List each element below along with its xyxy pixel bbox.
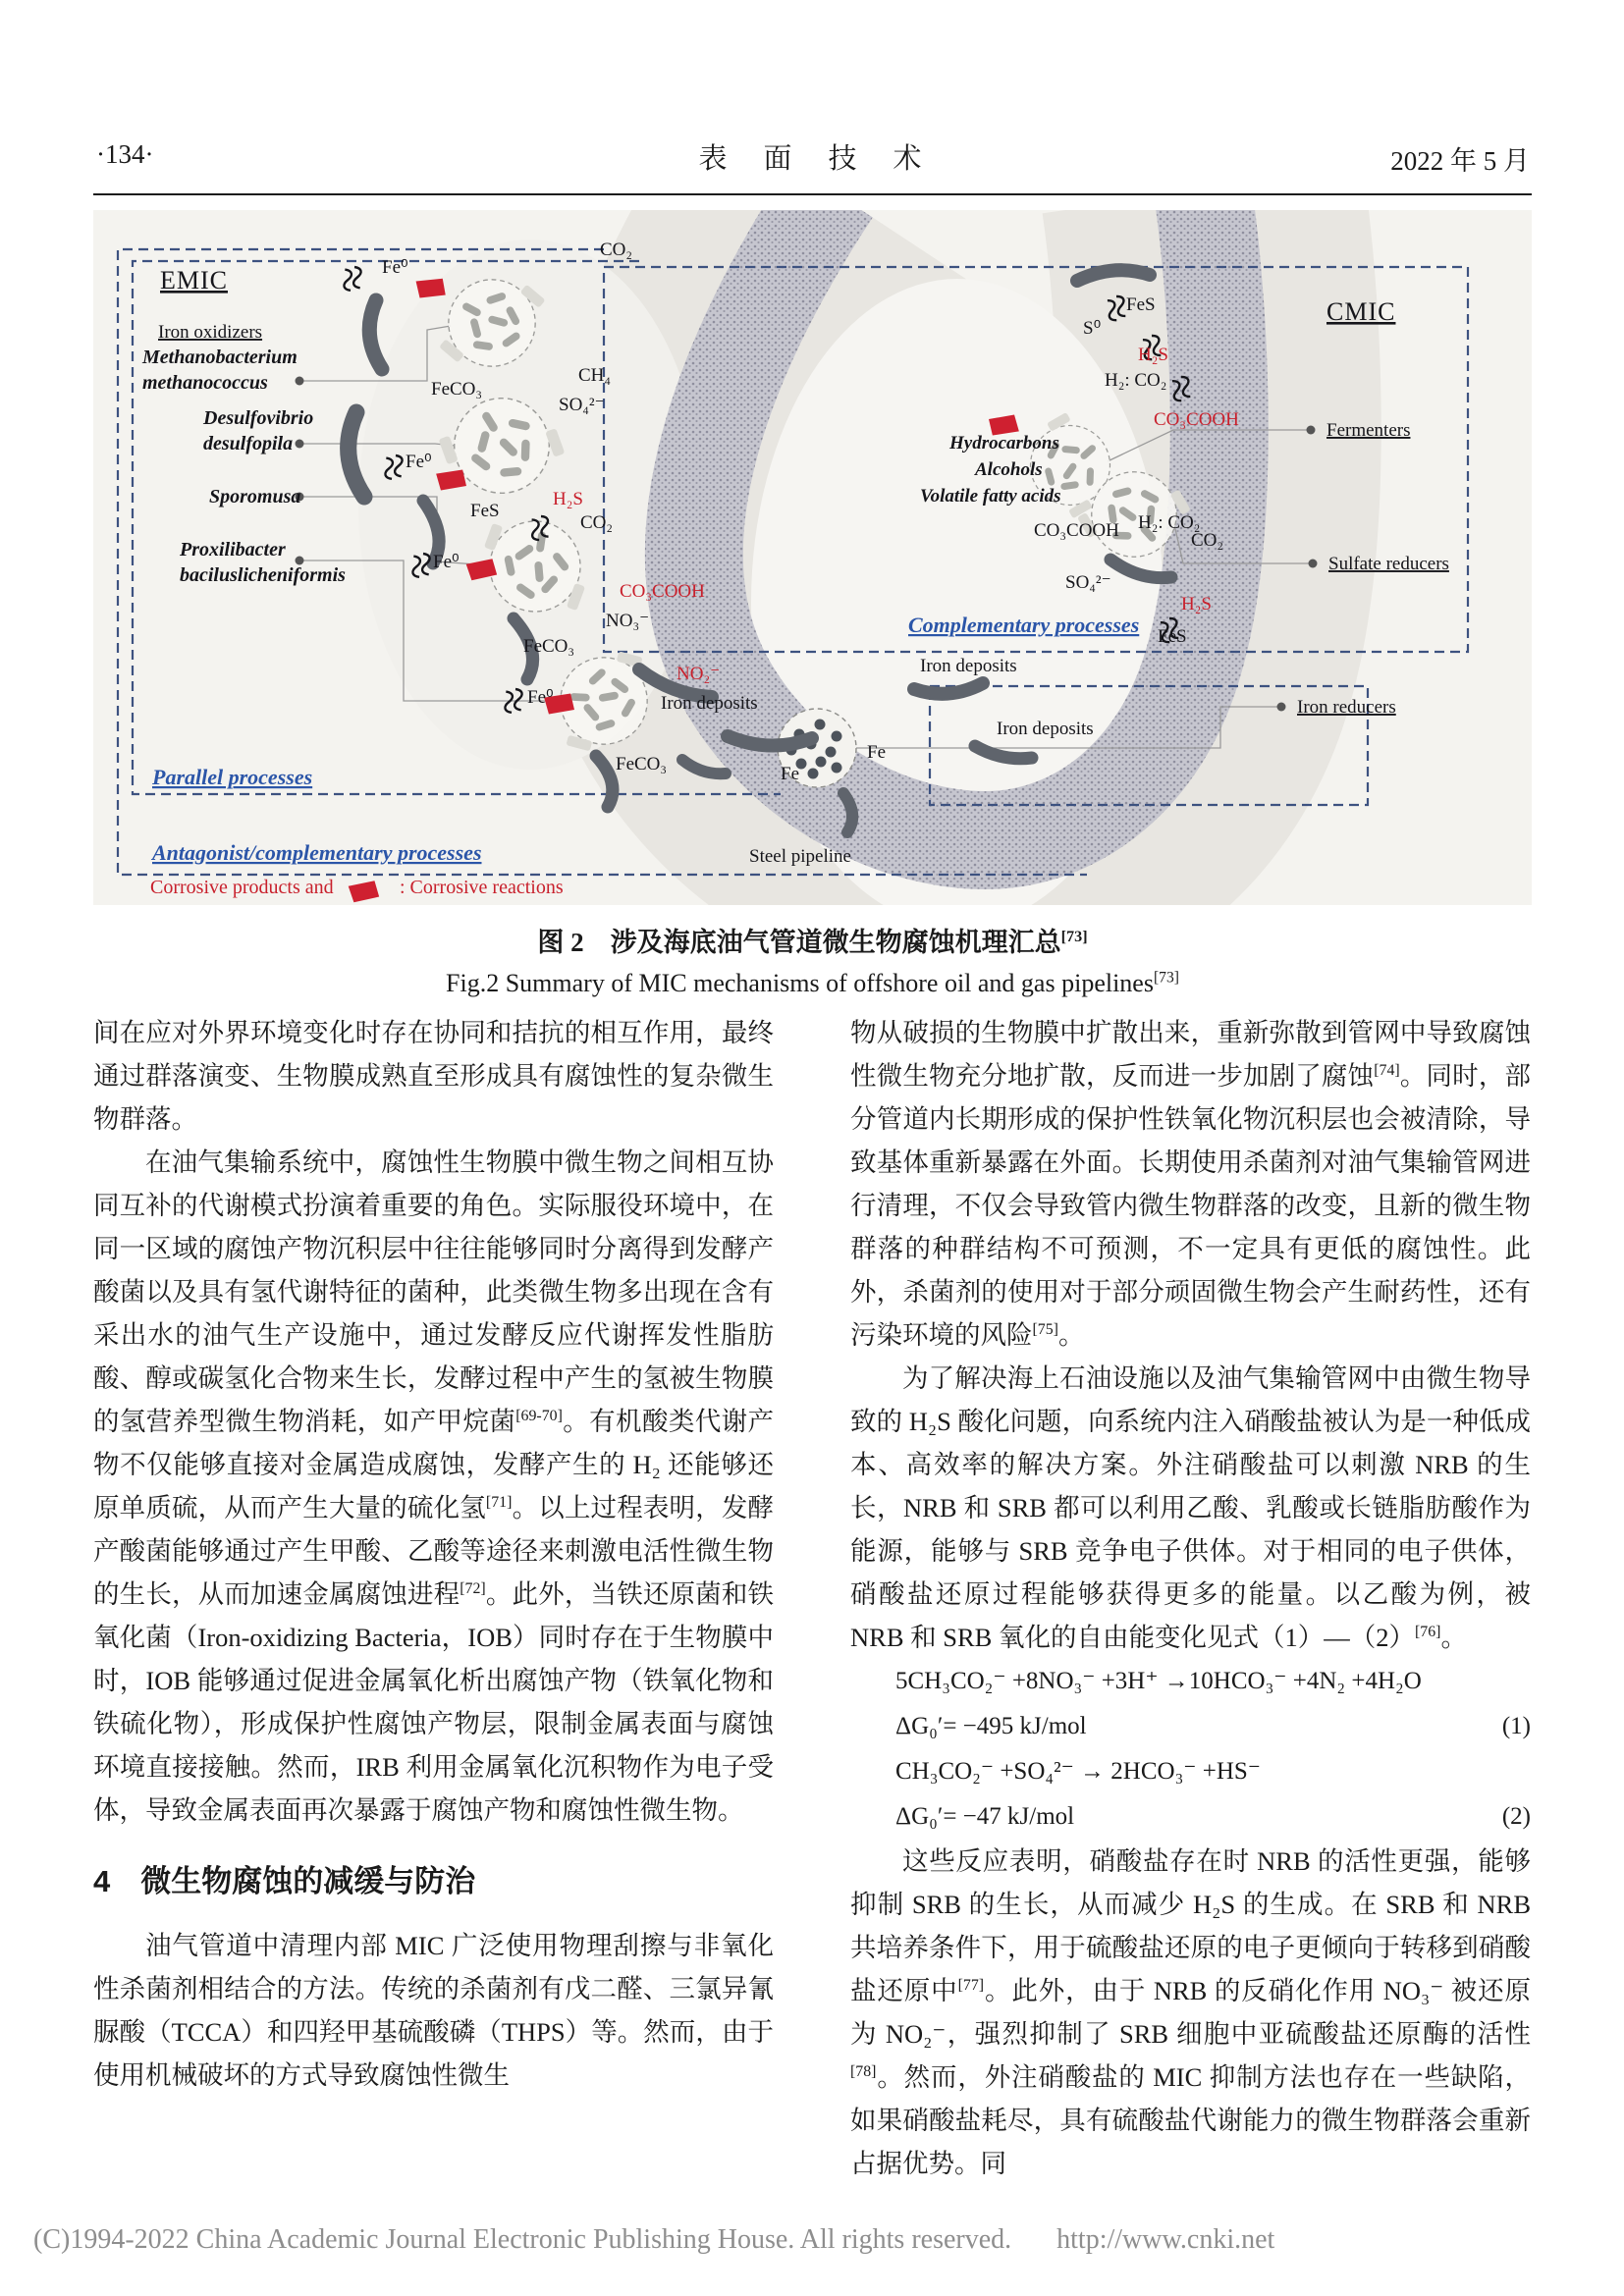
- steel-pipeline-label: Steel pipeline: [749, 846, 851, 867]
- page-number: ·134·: [96, 139, 154, 169]
- iron-oxidizers-label: Iron oxidizers: [158, 322, 263, 343]
- chem-fe0: Fe⁰: [433, 552, 460, 572]
- fermenters-label: Fermenters: [1326, 420, 1411, 441]
- equation-1: 5CH₃CO₂⁻ +8NO₃⁻ +3H⁺ →10HCO₃⁻ +4N₂ +4H₂O: [895, 1668, 1422, 1694]
- paragraph: 在油气集输系统中，腐蚀性生物膜中微生物之间相互协同互补的代谢模式扮演着重要的角色。实际服役环境中，在同一区域的腐蚀产物沉积层中往往能够同时分离得到发酵产酸菌以及具有氢代谢特征的菌种，此类微生物多出现在含有采出水的油气生产设施中，通过发酵反应代谢挥发性脂肪酸、醇或碳氢化合物来生长，发酵过程中产生的氢被生物膜的氢营养型微生物消耗，如产甲烷菌[69-70]。有机酸类代谢产物不仅能够直接对金属造成腐蚀，发酵产生的 H₂ 还能够还原单质硫，从而产生大量的硫化氢[71]。以上过程表明，发酵产酸菌能够通过产生甲酸、乙酸等途径来刺激电活性微生物的生长，从而加速金属腐蚀进程[72]。此外，当铁还原菌和铁氧化菌（Iron-oxidizing Bacteria，IOB）同时存在于生物膜中时，IOB 能够通过促进金属氧化析出腐蚀产物（铁氧化物和铁硫化物），形成保护性腐蚀产物层，限制金属表面与腐蚀环境直接接触。然而，IRB 利用金属氧化沉积物作为电子受体，导致金属表面再次暴露于腐蚀产物和腐蚀性微生物。: [93, 1148, 775, 1825]
- iron-reducers-label: Iron reducers: [1297, 697, 1396, 718]
- chem-so4: SO₄²⁻: [1065, 572, 1111, 593]
- chem-no3: NO₃⁻: [606, 611, 650, 631]
- figure-caption: [93, 921, 1532, 998]
- cnki-url: http://www.cnki.net: [1056, 2224, 1275, 2255]
- antagonist-processes-label: Antagonist/complementary processes: [152, 840, 482, 865]
- issue-date: 2022 年 5 月: [1390, 146, 1530, 176]
- complementary-processes-label: Complementary processes: [908, 613, 1140, 637]
- chem-co2: CO₂: [580, 512, 614, 533]
- feed-volatile-fatty-acids: Volatile fatty acids: [920, 486, 1061, 507]
- body-columns: [93, 1011, 1532, 2185]
- chem-feco3: FeCO₃: [616, 754, 668, 774]
- chem-fes: FeS: [1126, 294, 1156, 315]
- iron-deposits-label: Iron deposits: [997, 719, 1094, 739]
- chem-fe: Fe: [867, 742, 886, 763]
- chem-fe0: Fe⁰: [527, 687, 554, 708]
- chem-fe0: Fe⁰: [382, 257, 408, 278]
- copyright-notice: (C)1994-2022 China Academic Journal Electronic Publishing House. All rights reserved.: [33, 2224, 1012, 2255]
- feed-alcohols: Alcohols: [975, 459, 1043, 480]
- cmic-region-label: CMIC: [1326, 297, 1396, 326]
- paragraph: 油气管道中清理内部 MIC 广泛使用物理刮擦与非氧化性杀菌剂相结合的方法。传统的杀菌剂有戊二醛、三氯异氰脲酸（TCCA）和四羟甲基硫酸磷（THPS）等。然而，由于使用机械破坏的方式导致腐蚀性微生: [93, 1931, 774, 2090]
- paragraph: 间在应对外界环境变化时存在协同和拮抗的相互作用，最终通过群落演变、生物膜成熟直至形成具有腐蚀性的复杂微生物群落。: [93, 1018, 774, 1134]
- chem-s0: S⁰: [1083, 318, 1102, 339]
- mic-diagram-svg: [93, 210, 1532, 905]
- chem-feco3: FeCO₃: [523, 636, 575, 657]
- caption-ref: [73]: [1153, 969, 1179, 987]
- section-heading: 4 微生物腐蚀的减缓与防治: [93, 1864, 476, 1898]
- right-column: [850, 1011, 1531, 2185]
- chem-fe: Fe: [781, 764, 799, 784]
- chem-h2co2: H₂: CO₂: [1138, 512, 1201, 533]
- journal-title: 表 面 技 术: [698, 143, 926, 175]
- chem-co3cooh: CO₃COOH: [1154, 409, 1239, 430]
- species-desulfopila: desulfopila: [203, 433, 294, 454]
- equation-2: CH₃CO₂⁻ +SO₄²⁻ → 2HCO₃⁻ +HS⁻: [895, 1758, 1261, 1785]
- chem-co2: CO₂: [1191, 530, 1224, 551]
- chem-fes: FeS: [1158, 626, 1187, 647]
- chem-no2: NO₂⁻: [677, 664, 721, 684]
- paragraph: 这些反应表明，硝酸盐存在时 NRB 的活性更强，能够抑制 SRB 的生长，从而减少 H₂S 的生成。在 SRB 和 NRB 共培养条件下，用于硫酸盐还原的电子更倾向于转移到硝酸盐还原中[77]。此外，由于 NRB 的反硝化作用 NO₃⁻ 被还原为 NO₂⁻，强烈抑制了 SRB 细胞中亚硫酸盐还原酶的活性[78]。然而，外注硝酸盐的 MIC 抑制方法也存在一些缺陷，如果硝酸盐耗尽，具有硫酸盐代谢能力的微生物群落会重新占据优势。同: [850, 1846, 1531, 2178]
- chem-fes: FeS: [470, 501, 500, 521]
- caption-ref: [73]: [1060, 928, 1088, 945]
- left-column: [93, 1011, 774, 2185]
- chem-ch4: CH₄: [578, 365, 612, 386]
- paragraph: 物从破损的生物膜中扩散出来，重新弥散到管网中导致腐蚀性微生物充分地扩散，反而进一步加剧了腐蚀[74]。同时，部分管道内长期形成的保护性铁氧化物沉积层也会被清除，导致基体重新暴露在外面。长期使用杀菌剂对油气集输管网进行清理，不仅会导致管内微生物群落的改变，且新的微生物群落的种群结构不可预测，不一定具有更低的腐蚀性。此外，杀菌剂的使用对于部分顽固微生物会产生耐药性，还有污染环境的风险[75]。: [850, 1018, 1532, 1350]
- iron-deposits-label: Iron deposits: [920, 656, 1017, 676]
- feed-hydrocarbons: Hydrocarbons: [949, 433, 1059, 454]
- chem-h2s: H₂S: [553, 489, 583, 509]
- chem-h2s: H₂S: [1181, 594, 1212, 614]
- legend-arrow-icon: [346, 876, 383, 905]
- species-sporomusa: Sporomusa: [209, 486, 301, 507]
- emic-region-label: EMIC: [160, 266, 228, 294]
- species-baciluslicheniformis: baciluslicheniformis: [180, 564, 346, 586]
- equation-number: (2): [1501, 1803, 1531, 1830]
- paragraph: 为了解决海上石油设施以及油气集输管网中由微生物导致的 H₂S 酸化问题，向系统内注入硝酸盐被认为是一种低成本、高效率的解决方案。外注硝酸盐可以刺激 NRB 的生长，NRB 和 SRB 都可以利用乙酸、乳酸或长链脂肪酸作为能源，能够与 SRB 竞争电子供体。对于相同的电子供体，硝酸盐还原过程能够获得更多的能量。以乙酸为例，被 NRB 和 SRB 氧化的自由能变化见式（1）—（2）[76]。: [850, 1363, 1531, 1652]
- header-rule: [93, 193, 1532, 195]
- species-desulfovibrio: Desulfovibrio: [203, 407, 314, 429]
- equation-1-energy: ΔG₀′= −495 kJ/mol (1): [850, 1704, 1531, 1749]
- figure-caption-zh: 图 2 涉及海底油气管道微生物腐蚀机理汇总[73]: [537, 928, 1088, 957]
- chem-fe0: Fe⁰: [406, 452, 432, 472]
- chem-h2co2: H₂: CO₂: [1105, 370, 1167, 391]
- equation-number: (1): [1501, 1713, 1531, 1739]
- chem-co2: CO₂: [600, 240, 633, 260]
- chem-co3cooh: CO₃COOH: [1034, 520, 1119, 541]
- equation-2-energy: ΔG₀′= −47 kJ/mol (2): [850, 1794, 1531, 1840]
- figure-mic-diagram: [93, 210, 1532, 905]
- chem-h2s: H₂S: [1138, 345, 1168, 365]
- species-methanobacterium: Methanobacterium: [142, 347, 298, 368]
- parallel-processes-label: Parallel processes: [152, 765, 313, 789]
- chem-so4: SO₄²⁻: [559, 395, 605, 415]
- chem-co3cooh: CO₃COOH: [620, 581, 705, 602]
- chem-feco3: FeCO₃: [431, 379, 483, 400]
- legend-suffix: : Corrosive reactions: [400, 877, 564, 898]
- species-methanococcus: methanococcus: [142, 372, 268, 394]
- iron-deposits-label: Iron deposits: [661, 693, 758, 714]
- sulfate-reducers-label: Sulfate reducers: [1328, 554, 1449, 574]
- figure-caption-en: Fig.2 Summary of MIC mechanisms of offshore oil and gas pipelines[73]: [446, 969, 1179, 997]
- legend-prefix: Corrosive products and: [150, 877, 334, 898]
- species-proxilibacter: Proxilibacter: [180, 539, 286, 561]
- page-footer: [33, 2224, 1595, 2256]
